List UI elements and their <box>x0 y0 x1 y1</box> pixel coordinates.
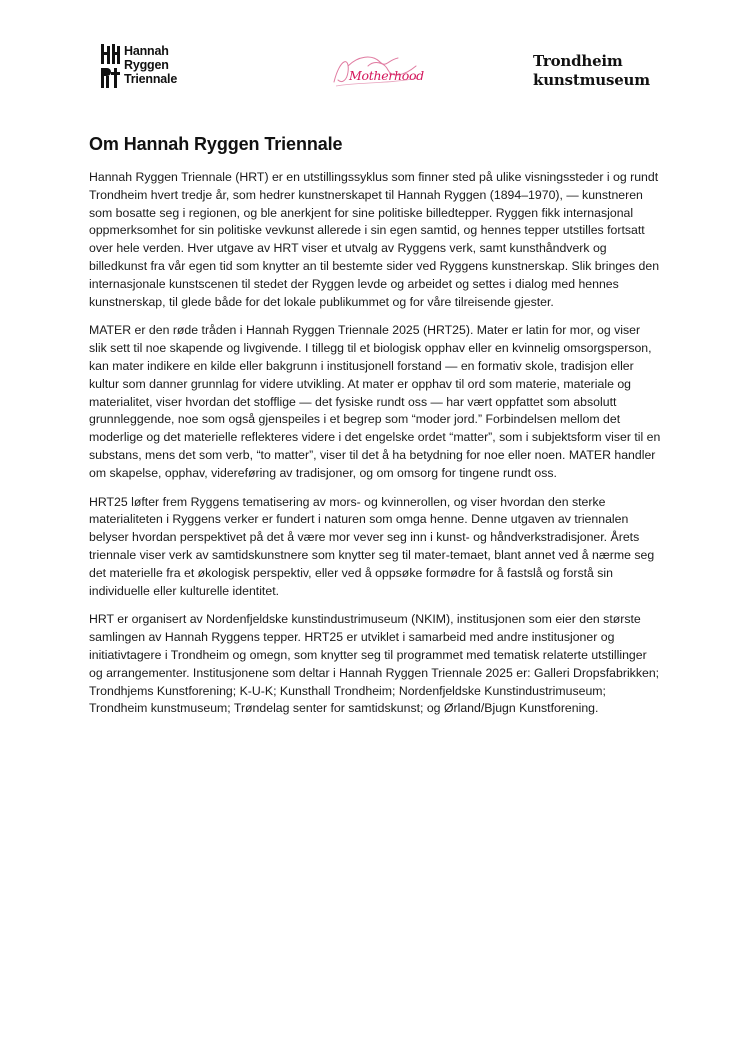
paragraph: Hannah Ryggen Triennale (HRT) er en utstillingssyklus som finner sted på ulike visningssteder i og rundt Trondheim hvert tredje år, som hedrer kunstnerskapet til Hannah Ryggen (1894–1970), — kunstneren som bosatte seg i regionen, og ble anerkjent for sine politiske billedtepper. Ryggen fikk internasjonal oppmerksomhet for sin politiske vevkunst allerede i sin egen samtid, og hennes tepper utstilles fortsatt over hele verden. Hver utgave av HRT viser et utvalg av Ryggens verk, samt kunsthåndverk og billedkunst fra vår egen tid som knytter an til bestemte sider ved Ryggens kunstnerskap. Slik bringes den internasjonale kunstscenen til stedet der Ryggen levde og arbeidet og settes i dialog med hennes kunstnerskap, til glede både for det lokale publikummet og for våre tilreisende gjester. <box>89 170 660 309</box>
paragraph: HRT25 løfter frem Ryggens tematisering av mors- og kvinnerollen, og viser hvordan den sterke materialiteten i Ryggens verker er fundert i naturen som omga henne. Denne utgaven av triennalen belyser hvordan perspektivet på det å være mor vever seg inn i kunst- og håndverkstradisjoner. Årets triennale viser verk av samtidskunstnere som knytter seg til mater-temaet, blant annet ved å nærme seg det materielle fra et økologisk perspektiv, eller ved å oppsøke formødre for å fastslå og forstå sin individuelle eller kulturelle identitet. <box>89 494 655 598</box>
hrt-logo <box>99 44 177 88</box>
trondheim-kunstmuseum-logo <box>533 52 650 90</box>
hrt-monogram-icon <box>99 44 121 88</box>
mater-logo-text: Motherhood <box>349 68 424 83</box>
hrt-logo-line: Hannah <box>124 44 169 58</box>
paragraph: HRT er organisert av Nordenfjeldske kunstindustrimuseum (NKIM), institusjonen som eier den største samlingen av Hannah Ryggens tepper. HRT25 er utviklet i samarbeid med andre institusjoner og initiativtagere i Trondheim og omegn, som knytter seg til programmet med tematisk relaterte utstillinger og arrangementer. Institusjonene som deltar i Hannah Ryggen Triennale 2025 er: Galleri Dropsfabrikken; Trondhjems Kunstforening; K-U-K; Kunsthall Trondheim; Nordenfjeldske Kunstindustrimuseum; Trondheim kunstmuseum; Trøndelag senter for samtidskunst; og Ørland/Bjugn Kunstforening. <box>89 612 660 716</box>
page-title: Om Hannah Ryggen Triennale <box>89 134 343 154</box>
hrt-logo-line: Ryggen <box>124 58 169 72</box>
page-header <box>0 0 746 110</box>
hrt-logo-text <box>124 44 177 86</box>
museum-logo-line: kunstmuseum <box>533 71 650 89</box>
document-body <box>89 134 661 729</box>
hrt-logo-line: Triennale <box>124 72 178 86</box>
paragraph: MATER er den røde tråden i Hannah Ryggen Triennale 2025 (HRT25). Mater er latin for mor, og viser slik sett til noe skapende og livgivende. I tillegg til et biologisk opphav eller en kvinnelig omsorgsperson, kan mater indikere en kilde eller bakgrunn i institusjonell forstand — en formativ skole, tradisjon eller kultur som danner grunnlag for videre utvikling. At mater er opphav til ord som materie, materiale og materialitet, viser hvordan det stofflige — det fysiske rundt oss — har vært oppfattet som absolutt grunnleggende, noe som også gjenspeiles i et begrep som “moder jord.” Forbindelsen mellom det moderlige og det materielle reflekteres videre i det engelske ordet “matter”, som i subjektsform viser til en substans, mens det som verb, “to matter”, viser til det å ha betydning for noe eller noen. MATER handler om skapelse, opphav, videreføring av tradisjoner, og om omsorg for tingene rundt oss. <box>89 323 661 480</box>
museum-logo-line: Trondheim <box>533 52 623 70</box>
